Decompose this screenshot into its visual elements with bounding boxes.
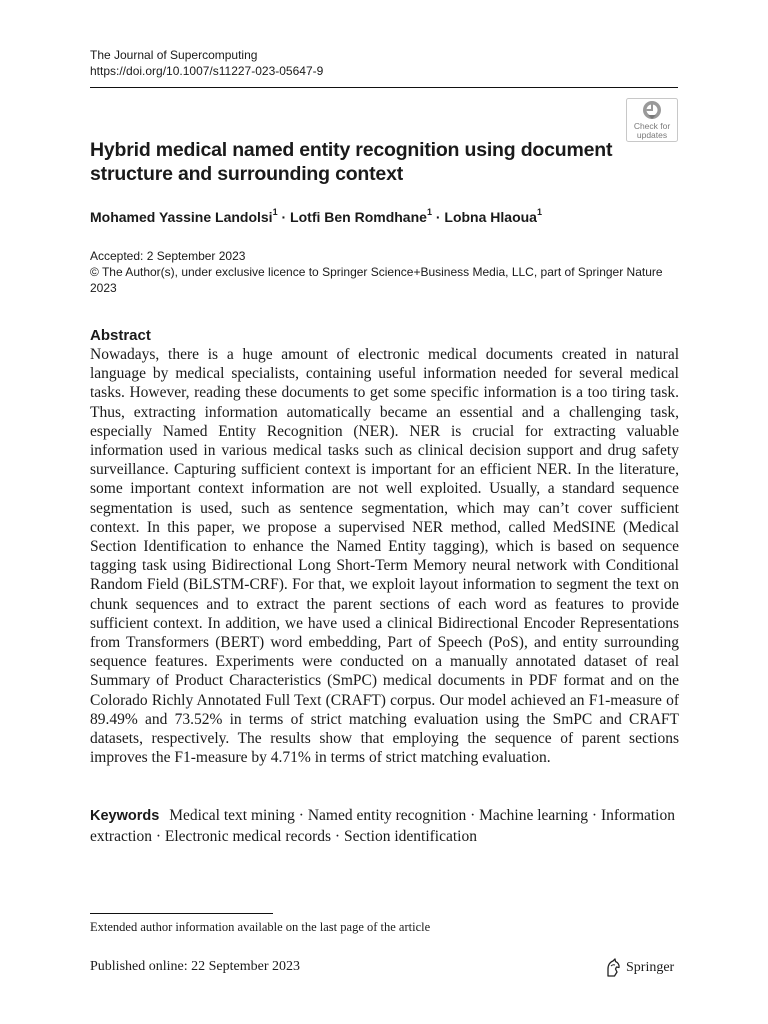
author-name[interactable]: Lotfi Ben Romdhane (290, 209, 427, 225)
accepted-date: Accepted: 2 September 2023 (90, 249, 246, 263)
copyright-notice: © The Author(s), under exclusive licence to Springer Science+Business Media, LLC, part of Springer Nature 2023 (90, 265, 663, 295)
keyword-separator: · (588, 807, 601, 824)
publisher-logo[interactable] (604, 957, 674, 979)
keyword-item: Section identification (343, 827, 477, 845)
author-name[interactable]: Mohamed Yassine Landolsi (90, 209, 273, 225)
check-for-updates-badge[interactable] (626, 98, 678, 142)
header-rule (90, 87, 678, 88)
keyword-separator: · (466, 807, 480, 824)
abstract-heading: Abstract (90, 327, 151, 344)
author-list (90, 208, 542, 226)
check-badge-line2: updates (636, 130, 668, 140)
footnote-rule (90, 913, 273, 914)
keyword-item: Electronic medical records (164, 827, 332, 845)
keywords-label: Keywords (90, 808, 160, 824)
author-name[interactable]: Lobna Hlaoua (444, 209, 537, 225)
footnote-text: Extended author information available on the last page of the article (90, 920, 431, 934)
keyword-separator: · (294, 807, 308, 824)
author-affiliation: 1 (272, 207, 278, 218)
keyword-item: Medical text mining (169, 807, 295, 824)
keyword-item: Information extraction (90, 807, 675, 845)
article-meta (90, 248, 680, 296)
journal-header (90, 47, 323, 79)
keyword-item: Named entity recognition (307, 807, 467, 824)
doi-link[interactable]: https://doi.org/10.1007/s11227-023-05647-9 (90, 64, 324, 78)
keywords-block (90, 806, 679, 846)
author-affiliation: 1 (536, 207, 542, 218)
abstract-text: Nowadays, there is a huge amount of electronic medical documents created in natural language by medical specialists, containing useful information needed for several medical tasks. However, reading these documents to get some specific information is a too tiring task. Thus, extracting information automatically became an essential and a challenging task, especially Named Entity Recognition (NER). NER is crucial for extracting valuable information used in various medical tasks such as clinical decision support and drug safety surveillance. Capturing sufficient context is important for an efficient NER. In the literature, some important context information are not well exploited. Usually, a standard sequence segmentation is used, such as sentence segmentation, which may can’t cover sufficient context. In this paper, we propose a supervised NER method, called MedSINE (Medical Section Identification to enhance the Named Entity tagging), which is based on sequence tagging task using Bidirectional Long Short-Term Memory neural network with Conditional Random Field (BiLSTM-CRF). For that, we exploit layout information to segment the text on chunk sequences and to extract the parent sections of each word as features to provide sufficient context. In addition, we have used a clinical Bidirectional Encoder Representations from Transformers (BERT) word embedding, Part of Speech (PoS), and entity surrounding sequence features. Experiments were conducted on a manually annotated dataset of real Summary of Product Characteristics (SmPC) medical documents in PDF format and on the Colorado Richly Annotated Full Text (CRAFT) corpus. Our model achieved an F1-measure of 89.49% and 73.52% in terms of strict matching evaluation using the SmPC and CRAFT datasets, respectively. The results show that employing the sequence of parent sections improves the F1-measure by 4.71% in terms of strict matching evaluation. (90, 346, 679, 767)
author-separator: · (277, 209, 291, 225)
check-badge-line1: Check for (633, 121, 671, 131)
keyword-separator: · (151, 827, 165, 845)
published-online: Published online: 22 September 2023 (90, 959, 300, 974)
journal-name: The Journal of Supercomputing (90, 48, 258, 62)
crossmark-check-updates-icon (626, 98, 678, 142)
author-affiliation: 1 (426, 207, 432, 218)
article-title: Hybrid medical named entity recognition using document structure and surrounding context (90, 139, 613, 185)
springer-horse-logo-icon (604, 958, 622, 978)
keyword-item: Machine learning (479, 807, 589, 824)
author-separator: · (431, 209, 445, 225)
keyword-separator: · (331, 827, 344, 845)
publisher-name: Springer (626, 960, 675, 975)
